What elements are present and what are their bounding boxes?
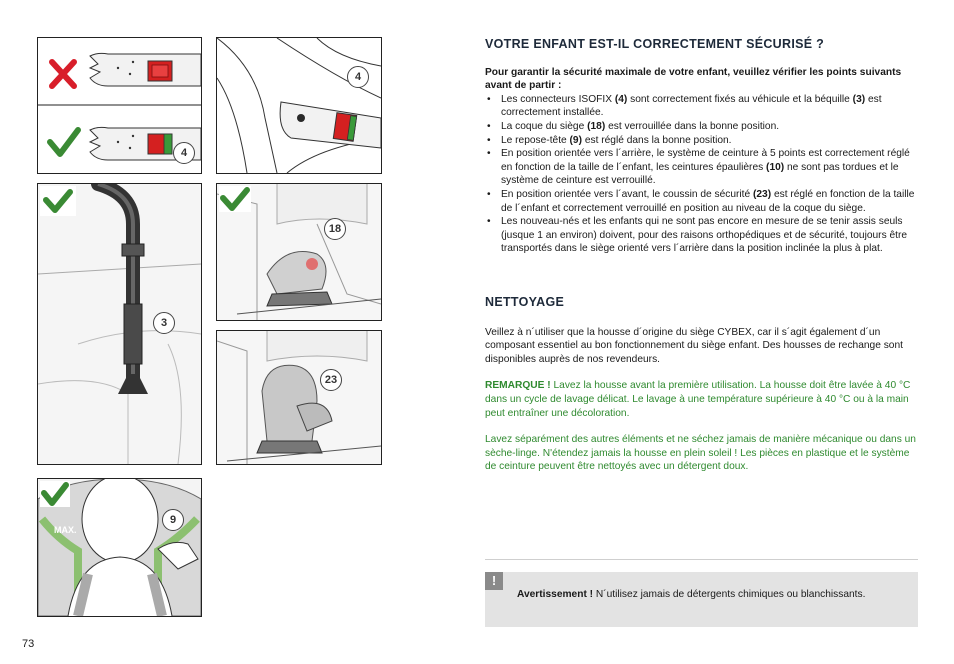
callout-9: 9 bbox=[162, 509, 184, 531]
security-intro: Pour garantir la sécurité maximale de votre enfant, veuillez vérifier les points suivants avant de partir : bbox=[485, 66, 902, 92]
list-item: • Les nouveau-nés et les enfants qui ne sont pas encore en mesure de se tenir assis seuls (jusque 1 an environ) doivent, pour des raisons orthopédiques et de sécurité, toujours être transportés dans le siège orienté vers l´arrière dans la position inclinée la plus à plat. bbox=[485, 215, 918, 256]
warning-box bbox=[485, 572, 918, 627]
cleaning-note bbox=[485, 379, 918, 420]
max-label: MAX. bbox=[54, 525, 77, 535]
page-number: 73 bbox=[22, 638, 35, 650]
callout-4-side: 4 bbox=[347, 66, 369, 88]
isofix-drawing bbox=[217, 38, 381, 173]
security-title: VOTRE ENFANT EST-IL CORRECTEMENT SÉCURISÉ ? bbox=[485, 37, 825, 51]
cleaning-section bbox=[485, 296, 918, 474]
warning-label: Avertissement ! bbox=[517, 589, 594, 600]
security-section bbox=[485, 38, 918, 256]
cleaning-title: NETTOYAGE bbox=[485, 295, 565, 309]
headrest-illustration bbox=[37, 478, 202, 617]
note-label: REMARQUE ! bbox=[485, 380, 551, 392]
isofix-side-view-illustration bbox=[216, 37, 382, 174]
callout-23: 23 bbox=[320, 369, 342, 391]
callout-3: 3 bbox=[153, 312, 175, 334]
check-icon bbox=[38, 479, 201, 616]
impact-shield-drawing bbox=[217, 331, 381, 464]
check-icon bbox=[38, 184, 201, 464]
list-item: • En position orientée vers l´avant, le coussin de sécurité (23) est réglé en fonction de la taille de l´enfant et correctement verrouillé en position au niveau de la coque du siège. bbox=[485, 188, 918, 215]
warning-icon: ! bbox=[485, 572, 503, 590]
list-item: • En position orientée vers l´arrière, le système de ceinture à 5 points est correctement réglé en fonction de la taille de l´enfant, les ceintures épaulières (10) ne sont pas tordues et le système de ceinture est verrouillé. bbox=[485, 147, 918, 188]
list-item: • Le repose-tête (9) est réglé dans la bonne position. bbox=[485, 134, 918, 148]
callout-18: 18 bbox=[324, 218, 346, 240]
cleaning-paragraph: Veillez à n´utiliser que la housse d´origine du siège CYBEX, car il s´agit également d´un composant essentiel au bon fonctionnement du siège enfant. Des housses de rechange sont disponibles auprès de nos revendeurs. bbox=[485, 326, 903, 365]
impact-shield-illustration bbox=[216, 330, 382, 465]
support-leg-illustration bbox=[37, 183, 202, 465]
callout-4: 4 bbox=[173, 142, 195, 164]
note-text: Lavez la housse avant la première utilisation. La housse doit être lavée à 40 °C dans un cycle de lavage délicat. Le lavage à une température supérieure à 40 °C ou à la main peut entraîner une décoloration. bbox=[485, 380, 911, 419]
warning-text bbox=[517, 588, 897, 602]
wash-instructions: Lavez séparément des autres éléments et ne séchez jamais de manière mécanique ou dans un sèche-linge. N'étendez jamais la housse en plein soleil ! Les pièces en plastique et le système de ceinture peuvent être nettoyés avec un détergent doux. bbox=[485, 434, 916, 473]
seat-shell-illustration bbox=[216, 183, 382, 321]
list-item: • La coque du siège (18) est verrouillée dans la bonne position. bbox=[485, 120, 918, 134]
warning-message: N´utilisez jamais de détergents chimiques ou blanchissants. bbox=[593, 589, 866, 600]
check-icon bbox=[217, 184, 381, 320]
divider bbox=[485, 559, 918, 560]
list-item: • Les connecteurs ISOFIX (4) sont correctement fixés au véhicule et la béquille (3) est correctement installée. bbox=[485, 93, 918, 120]
connector-indicator-illustration bbox=[37, 37, 202, 174]
security-checklist bbox=[485, 93, 918, 256]
